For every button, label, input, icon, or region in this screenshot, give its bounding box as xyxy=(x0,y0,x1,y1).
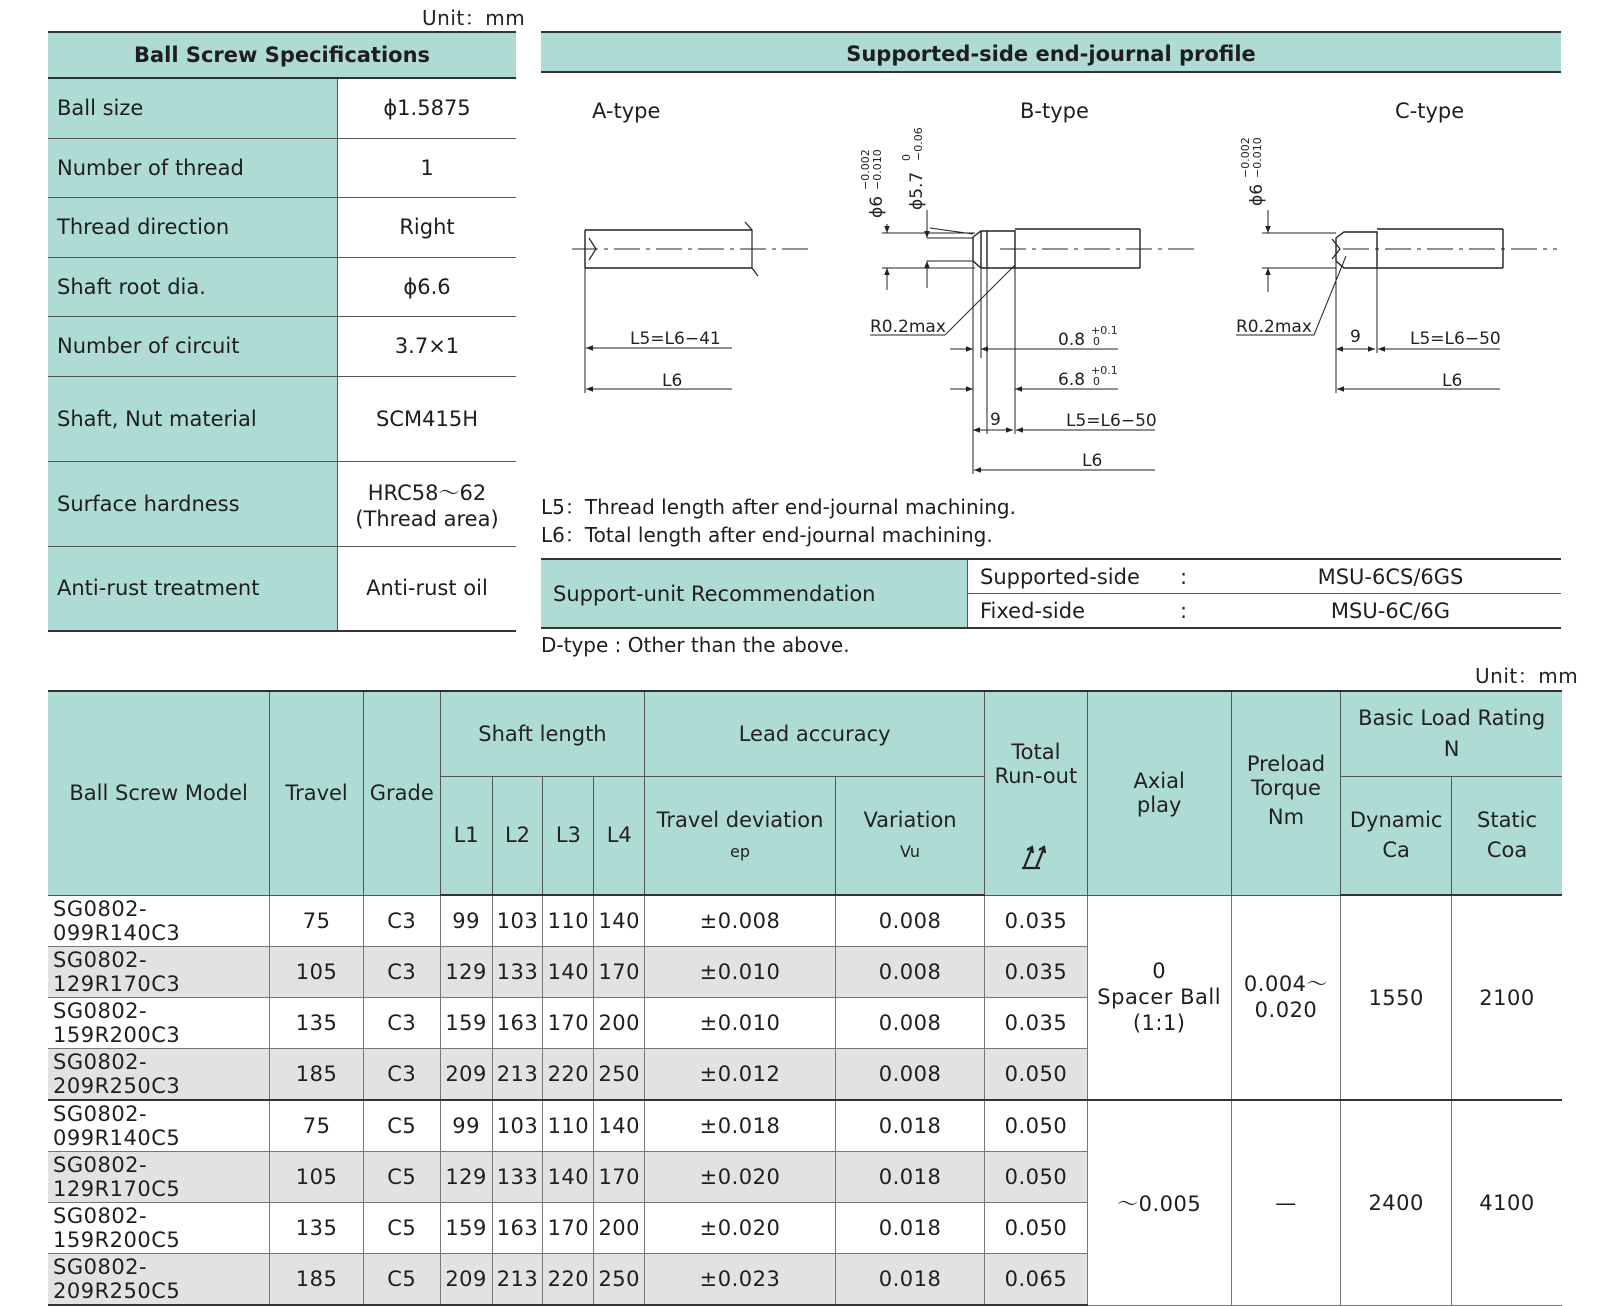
cell-grade: C5 xyxy=(363,1203,440,1254)
cell-travel-deviation: ±0.020 xyxy=(645,1203,836,1254)
cell-runout: 0.035 xyxy=(985,895,1087,947)
spec-value: ϕ1.5875 xyxy=(338,78,517,138)
spec-value-note: (Thread area) xyxy=(355,506,499,531)
spec-label: Ball size xyxy=(48,78,338,138)
header-axial-line1: Axial xyxy=(1133,769,1185,794)
cell-travel-deviation: ±0.008 xyxy=(645,895,836,947)
cell-l2: 163 xyxy=(492,1203,543,1254)
type-label-c: C-type xyxy=(1395,99,1465,123)
header-model: Ball Screw Model xyxy=(48,691,270,895)
cell-l4: 200 xyxy=(594,998,645,1049)
cell-variation: 0.008 xyxy=(835,1049,984,1101)
cell-travel-deviation: ±0.020 xyxy=(645,1152,836,1203)
cell-grade: C5 xyxy=(363,1152,440,1203)
cell-runout: 0.050 xyxy=(985,1100,1087,1152)
b-type-08-dim: 0.8 xyxy=(1058,330,1086,350)
header-grade: Grade xyxy=(363,691,440,895)
spec-value: 1 xyxy=(338,138,517,197)
cell-l3: 110 xyxy=(543,1100,594,1152)
cell-travel: 135 xyxy=(270,998,364,1049)
cell-l3: 140 xyxy=(543,1152,594,1203)
cell-l1: 129 xyxy=(440,947,492,998)
cell-grade: C3 xyxy=(363,895,440,947)
cell-l4: 170 xyxy=(594,1152,645,1203)
support-side-supported: Supported-side xyxy=(980,564,1140,589)
cell-travel: 105 xyxy=(270,1152,364,1203)
header-load-unit: N xyxy=(1443,736,1460,761)
cell-travel: 185 xyxy=(270,1049,364,1101)
header-l4 xyxy=(594,776,645,895)
spec-label: Shaft, Nut material xyxy=(48,376,338,461)
cell-l3: 220 xyxy=(543,1049,594,1101)
a-type-l5-dim: L5=L6−41 xyxy=(630,329,721,349)
table-row xyxy=(48,895,1562,947)
cell-grade: C3 xyxy=(363,1049,440,1101)
cell-l4: 140 xyxy=(594,895,645,947)
header-variation-label: Variation xyxy=(863,807,957,832)
header-l3-label: L3 xyxy=(555,823,581,848)
cell-runout: 0.050 xyxy=(985,1049,1087,1101)
header-total-runout xyxy=(985,691,1087,895)
header-load-line1: Basic Load Rating xyxy=(1358,706,1546,731)
cell-static-group1: 2100 xyxy=(1452,895,1562,1100)
header-axial-line2: play xyxy=(1136,793,1182,818)
axial-ratio: (1:1) xyxy=(1132,1011,1186,1036)
cell-model: SG0802-129R170C3 xyxy=(48,947,270,998)
support-unit-fixed: MSU-6C/6G xyxy=(1330,598,1451,623)
c-type-radius-dim: R0.2max xyxy=(1236,317,1312,337)
header-l2 xyxy=(492,776,543,895)
cell-variation: 0.018 xyxy=(835,1203,984,1254)
a-type-shaft xyxy=(572,222,808,276)
cell-l2: 103 xyxy=(492,895,543,947)
unit-label-top: Unit：mm xyxy=(422,6,526,30)
spec-value: HRC58～62 xyxy=(367,480,487,505)
axial-spacer: Spacer Ball xyxy=(1097,985,1222,1010)
cell-grade: C3 xyxy=(363,998,440,1049)
spec-label: Surface hardness xyxy=(48,461,338,546)
header-lead-accuracy: Lead accuracy xyxy=(645,691,985,776)
cell-l4: 200 xyxy=(594,1203,645,1254)
header-travel: Travel xyxy=(270,691,364,895)
spec-value: SCM415H xyxy=(338,376,517,461)
b-type-shaft xyxy=(973,229,1196,268)
cell-runout: 0.035 xyxy=(985,998,1087,1049)
cell-l4: 170 xyxy=(594,947,645,998)
type-label-b: B-type xyxy=(1020,99,1089,123)
header-preload-line2: Torque xyxy=(1251,776,1321,801)
cell-dynamic-group1: 1550 xyxy=(1341,895,1452,1100)
spec-label: Number of circuit xyxy=(48,316,338,376)
header-variation xyxy=(835,776,984,895)
cell-l4: 140 xyxy=(594,1100,645,1152)
cell-l4: 250 xyxy=(594,1049,645,1101)
runout-icon xyxy=(1018,838,1054,872)
b-type-68-dim: 6.8 xyxy=(1058,370,1086,390)
cell-runout: 0.065 xyxy=(985,1254,1087,1306)
spec-value: 3.7×1 xyxy=(338,316,517,376)
cell-travel-deviation: ±0.023 xyxy=(645,1254,836,1306)
header-preload-unit: Nm xyxy=(1267,804,1305,829)
cell-l2: 133 xyxy=(492,947,543,998)
cell-runout: 0.050 xyxy=(985,1203,1087,1254)
c-type-phi6-dim: ϕ6 xyxy=(1247,183,1267,206)
support-sep: : xyxy=(1180,598,1188,623)
b-type-phi57-dim: ϕ5.7 xyxy=(907,171,927,210)
cell-grade: C5 xyxy=(363,1254,440,1306)
header-shaft-length: Shaft length xyxy=(440,691,644,776)
header-dynamic-symbol: Ca xyxy=(1382,838,1410,863)
cell-variation: 0.018 xyxy=(835,1152,984,1203)
cell-axial-play-group2: ～0.005 xyxy=(1087,1100,1231,1305)
header-travel-deviation xyxy=(645,776,836,895)
b-type-l5-dim: L5=L6−50 xyxy=(1066,411,1157,431)
header-dynamic xyxy=(1341,776,1452,895)
header-runout-line2: Run-out xyxy=(994,764,1078,789)
b-type-9-dim: 9 xyxy=(990,410,1001,430)
preload-value-line2: 0.020 xyxy=(1254,998,1318,1023)
header-l1 xyxy=(440,776,492,895)
cell-l2: 103 xyxy=(492,1100,543,1152)
axial-value: 0 xyxy=(1152,958,1167,983)
b-type-phi57-tol-up: 0 xyxy=(900,154,913,161)
cell-travel-deviation: ±0.010 xyxy=(645,947,836,998)
cell-l3: 220 xyxy=(543,1254,594,1306)
header-runout-line1: Total xyxy=(1011,740,1061,764)
cell-l3: 110 xyxy=(543,895,594,947)
preload-value-line1: 0.004～ xyxy=(1243,972,1329,996)
cell-travel-deviation: ±0.010 xyxy=(645,998,836,1049)
c-type-shaft xyxy=(1332,229,1557,268)
cell-static-group2: 4100 xyxy=(1452,1100,1562,1305)
cell-runout: 0.035 xyxy=(985,947,1087,998)
cell-l2: 163 xyxy=(492,998,543,1049)
b-type-phi6-tol-lo: −0.010 xyxy=(871,149,884,190)
header-preload-line1: Preload xyxy=(1246,752,1326,777)
cell-l2: 213 xyxy=(492,1049,543,1101)
cell-l4: 250 xyxy=(594,1254,645,1306)
c-type-phi6-tol-lo: −0.010 xyxy=(1251,137,1264,178)
cell-runout: 0.050 xyxy=(985,1152,1087,1203)
support-unit-supported: MSU-6CS/6GS xyxy=(1317,564,1464,589)
cell-travel: 75 xyxy=(270,1100,364,1152)
d-type-note: D-type : Other than the above. xyxy=(541,633,850,657)
cell-travel: 105 xyxy=(270,947,364,998)
cell-travel: 135 xyxy=(270,1203,364,1254)
header-static-label: Static xyxy=(1477,807,1538,832)
cell-l3: 170 xyxy=(543,1203,594,1254)
cell-preload-group2: — xyxy=(1231,1100,1341,1305)
cell-l2: 213 xyxy=(492,1254,543,1306)
cell-model: SG0802-129R170C5 xyxy=(48,1152,270,1203)
spec-title: Ball Screw Specifications xyxy=(48,32,516,78)
b-type-radius-dim: R0.2max xyxy=(870,317,946,337)
note-l5: L5：Thread length after end-journal machining. xyxy=(541,495,1016,519)
table-row xyxy=(48,1100,1562,1152)
cell-l2: 133 xyxy=(492,1152,543,1203)
cell-model: SG0802-159R200C3 xyxy=(48,998,270,1049)
cell-travel: 75 xyxy=(270,895,364,947)
header-basic-load xyxy=(1341,691,1562,776)
cell-l1: 209 xyxy=(440,1254,492,1306)
header-travel-dev-symbol: ep xyxy=(730,842,751,862)
cell-model: SG0802-099R140C5 xyxy=(48,1100,270,1152)
journal-title: Supported-side end-journal profile xyxy=(541,31,1561,73)
header-l4-label: L4 xyxy=(606,823,632,848)
cell-l3: 170 xyxy=(543,998,594,1049)
c-type-l5-dim: L5=L6−50 xyxy=(1410,329,1501,349)
header-variation-symbol: Vu xyxy=(900,842,921,862)
cell-l1: 99 xyxy=(440,1100,492,1152)
cell-variation: 0.008 xyxy=(835,998,984,1049)
type-label-a: A-type xyxy=(592,99,661,123)
b-type-68-tol-zero: 0 xyxy=(1093,375,1100,388)
header-travel-dev-label: Travel deviation xyxy=(656,807,824,832)
spec-label: Thread direction xyxy=(48,197,338,257)
end-journal-drawing xyxy=(0,0,1600,490)
cell-model: SG0802-159R200C5 xyxy=(48,1203,270,1254)
cell-preload-group1 xyxy=(1231,895,1341,1100)
cell-variation: 0.008 xyxy=(835,947,984,998)
cell-axial-play-group1 xyxy=(1087,895,1231,1100)
a-type-l6-dim: L6 xyxy=(662,371,683,391)
cell-variation: 0.008 xyxy=(835,895,984,947)
cell-travel-deviation: ±0.012 xyxy=(645,1049,836,1101)
spec-value: Right xyxy=(338,197,517,257)
spec-value: Anti-rust oil xyxy=(338,546,517,631)
cell-travel: 185 xyxy=(270,1254,364,1306)
cell-travel-deviation: ±0.018 xyxy=(645,1100,836,1152)
b-type-phi6-tol-up: −0.002 xyxy=(859,149,872,190)
cell-l3: 140 xyxy=(543,947,594,998)
b-type-68-tol-plus: +0.1 xyxy=(1091,364,1118,377)
support-sep: : xyxy=(1180,564,1188,589)
cell-model: SG0802-209R250C3 xyxy=(48,1049,270,1101)
header-axial-play xyxy=(1087,691,1231,895)
header-l3 xyxy=(543,776,594,895)
ball-screw-model-table xyxy=(48,690,1562,1306)
header-l1-label: L1 xyxy=(453,823,479,848)
cell-variation: 0.018 xyxy=(835,1254,984,1306)
b-type-phi57-tol-lo: −0.06 xyxy=(912,127,925,161)
b-type-08-tol-zero: 0 xyxy=(1093,335,1100,348)
spec-value: ϕ6.6 xyxy=(338,257,517,316)
spec-label: Shaft root dia. xyxy=(48,257,338,316)
cell-l1: 159 xyxy=(440,998,492,1049)
support-unit-label: Support-unit Recommendation xyxy=(541,559,968,628)
cell-variation: 0.018 xyxy=(835,1100,984,1152)
note-l6: L6：Total length after end-journal machining. xyxy=(541,523,993,547)
spec-label: Anti-rust treatment xyxy=(48,546,338,631)
b-type-phi6-dim: ϕ6 xyxy=(867,195,887,218)
c-type-9-dim: 9 xyxy=(1350,327,1361,347)
cell-model: SG0802-099R140C3 xyxy=(48,895,270,947)
cell-grade: C3 xyxy=(363,947,440,998)
c-type-l6-dim: L6 xyxy=(1442,371,1463,391)
header-preload-torque xyxy=(1231,691,1341,895)
support-unit-table xyxy=(541,558,1561,629)
cell-l1: 159 xyxy=(440,1203,492,1254)
cell-l1: 209 xyxy=(440,1049,492,1101)
cell-l1: 129 xyxy=(440,1152,492,1203)
header-static-symbol: Coa xyxy=(1486,838,1528,863)
cell-grade: C5 xyxy=(363,1100,440,1152)
header-l2-label: L2 xyxy=(504,823,531,848)
spec-label: Number of thread xyxy=(48,138,338,197)
unit-label-main: Unit：mm xyxy=(1475,664,1579,688)
header-static xyxy=(1452,776,1562,895)
cell-dynamic-group2: 2400 xyxy=(1341,1100,1452,1305)
support-side-fixed: Fixed-side xyxy=(980,598,1086,623)
b-type-08-tol-plus: +0.1 xyxy=(1091,324,1118,337)
b-type-l6-dim: L6 xyxy=(1082,451,1103,471)
spec-row xyxy=(48,546,516,631)
header-dynamic-label: Dynamic xyxy=(1349,807,1443,832)
cell-l1: 99 xyxy=(440,895,492,947)
cell-model: SG0802-209R250C5 xyxy=(48,1254,270,1306)
c-type-phi6-tol-up: −0.002 xyxy=(1239,137,1252,178)
